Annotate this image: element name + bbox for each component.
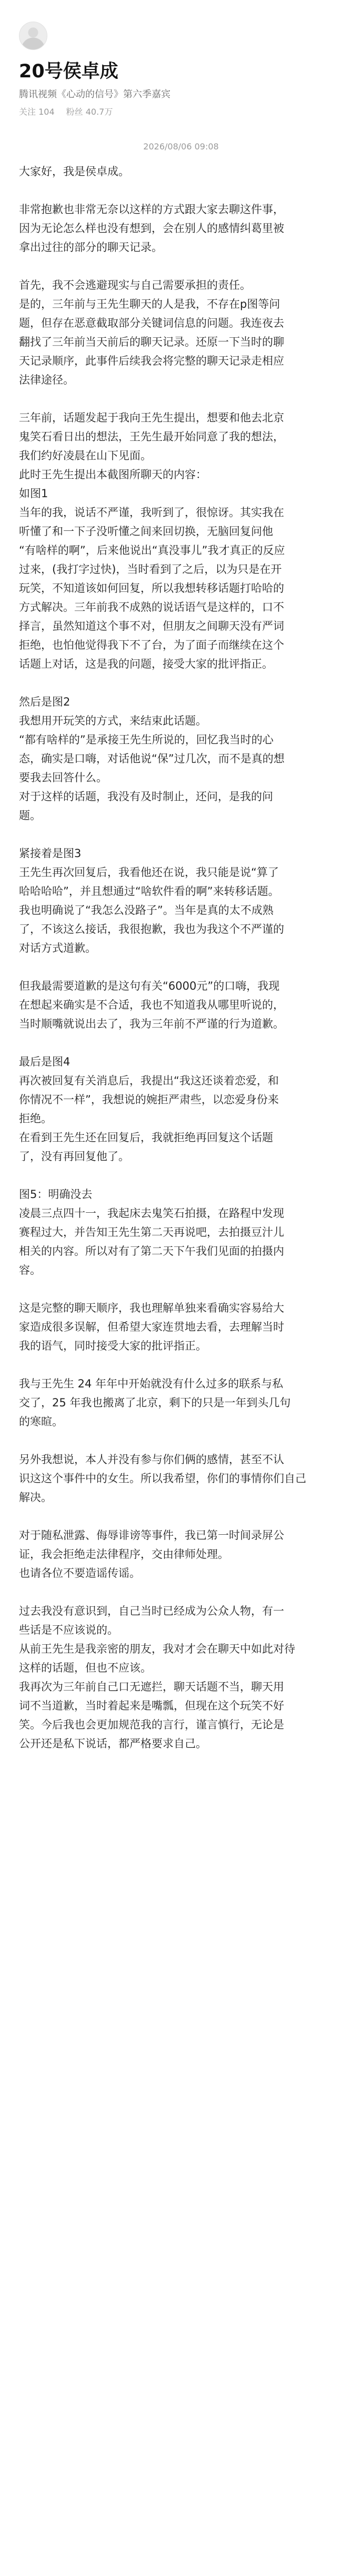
paragraph-line: 当年的我，说话不严谨，我听到了，很惊讶。其实我在 [19,506,284,519]
paragraph-line: 我也明确说了“我怎么没路子”。当年是真的太不成熟 [19,904,274,917]
paragraph-line: 了，没有再回复他了。 [19,1150,129,1163]
paragraph-line: “有啥样的啊”，后来他说出“真没事儿”我才真正的反应 [19,544,285,557]
paragraph-line: 我想用开玩笑的方式，来结束此话题。 [19,715,207,727]
paragraph-line: 凌晨三点四十一，我起床去鬼笑石拍摄，在路程中发现 [19,1207,284,1220]
follower-count[interactable]: 粉丝 40.7万 [66,107,113,117]
post-paragraph [19,1450,343,1507]
post-paragraph [19,1526,343,1583]
paragraph-line: 家造成很多误解，但希望大家连贯地去看，去理解当时 [19,1321,284,1333]
paragraph-line: 如图1 [19,487,48,500]
paragraph-line: 哈哈哈哈”，并且想通过“啥软件看的啊”来转移话题。 [19,885,279,898]
paragraph-line: 公开还是私下说话，都严格要求自己。 [19,1737,207,1750]
paragraph-line: 玩笑，不知道该如何回复，所以我想转移话题打哈哈的 [19,582,284,595]
paragraph-line: 在想起来确实是不合适，我也不知道我从哪里听说的， [19,999,284,1011]
paragraph-line: 题，但存在恶意截取部分关键词信息的问题。我连夜去 [19,317,284,329]
paragraph-line: 王先生再次回复后，我看他还在说，我只能是说“算了 [19,866,279,879]
paragraph-line: 要我去回答什么。 [19,771,107,784]
paragraph-line: 了，不该这么接话，我很抱歉，我也为我这个不严谨的 [19,923,284,935]
profile-bio: 腾讯视频《心动的信号》第六季嘉宾 [19,89,170,100]
paragraph-line: 对于这样的话题，我没有及时制止，还问，是我的问 [19,790,273,803]
paragraph-line: 在看到王先生还在回复后，我就拒绝再回复这个话题 [19,1131,273,1144]
paragraph-line: 翻找了三年前当天前后的聊天记录。还原一下当时的聊 [19,336,284,348]
paragraph-line: 些话是不应该说的。 [19,1624,118,1636]
paragraph-line: 解决。 [19,1491,52,1504]
profile-header [19,0,343,57]
paragraph-line: 最后是图4 [19,1055,71,1068]
following-count[interactable]: 关注 104 [19,107,55,117]
post-paragraph [19,1299,343,1355]
paragraph-line: 话题上对话，这是我的问题，接受大家的批评指正。 [19,658,273,670]
paragraph-line: 另外我想说，本人并没有参与你们俩的感情，甚至不认 [19,1453,284,1466]
paragraph-line: 证，我会拒绝走法律程序，交由律师处理。 [19,1548,229,1561]
paragraph-line: 是的，三年前与王先生聊天的人是我，不存在p图等问 [19,298,280,310]
paragraph-line: 相关的内容。所以对有了第二天下午我们见面的拍摄内 [19,1245,284,1257]
paragraph-line: 再次被回复有关消息后，我提出“我这还谈着恋爱，和 [19,1074,279,1087]
paragraph-line: 词不当道歉，当时着起来是嘴瓢，但现在这个玩笑不好 [19,1699,284,1712]
post-timestamp: 2026/08/06 09:08 [143,142,219,152]
paragraph-line: 的寒暄。 [19,1415,63,1428]
post-paragraph [19,692,343,825]
paragraph-line: 容。 [19,1264,41,1276]
paragraph-line: 非常抱歉也非常无奈以这样的方式跟大家去聊这件事， [19,203,284,216]
paragraph-line: 我与王先生 24 年年中开始就没有什么过多的联系与私 [19,1377,284,1390]
paragraph-line: 因为无论怎么样也没有想到，会在别人的感情纠葛里被 [19,222,284,235]
post-body [19,162,343,1753]
paragraph-line: 大家好，我是侯卓成。 [19,165,129,178]
paragraph-line: 紧接着是图3 [19,847,82,860]
paragraph-line: 鬼笑石看日出的想法，王先生最开始同意了我的想法， [19,430,284,443]
paragraph-line: 法律途径。 [19,374,74,386]
paragraph-line: 笑。今后我也会更加规范我的言行，谨言慎行，无论是 [19,1718,284,1731]
post-paragraph [19,162,343,181]
paragraph-line: 三年前，话题发起于我向王先生提出，想要和他去北京 [19,411,284,424]
post-paragraph [19,1052,343,1166]
paragraph-line: 过来，(我打字过快)，当时看到了之后，以为只是在开 [19,563,282,576]
paragraph-line: 识这这个事件中的女生。所以我希望，你们的事情你们自己 [19,1472,306,1485]
paragraph-line: 首先，我不会逃避现实与自己需要承担的责任。 [19,279,251,291]
paragraph-line: 你情况不一样”，我想说的婉拒严肃些，以恋爱身份来 [19,1093,279,1106]
paragraph-line: 赛程过大，并告知王先生第二天再说吧，去拍摄豆汁儿 [19,1226,284,1239]
post-paragraph [19,200,343,257]
paragraph-line: 听懂了和一下子没听懂之间来回切换，无脑回复问他 [19,525,273,538]
post-paragraph [19,1374,343,1431]
post-paragraph [19,844,343,958]
paragraph-line: 但我最需要道歉的是这句有关“6000元”的口嗨，我现 [19,980,280,992]
paragraph-line: 择言，虽然知道这个事不对，但朋友之间聊天没有严词 [19,620,284,632]
paragraph-line: 拿出过往的部分的聊天记录。 [19,241,163,254]
avatar[interactable] [19,22,47,50]
paragraph-line: 图5：明确没去 [19,1188,93,1201]
paragraph-line: 然后是图2 [19,696,71,708]
paragraph-line: 此时王先生提出本截图所聊天的内容： [19,468,207,481]
paragraph-line: 拒绝，也怕他觉得我下不了台，为了面子而继续在这个 [19,639,284,651]
paragraph-line: 拒绝。 [19,1112,52,1125]
paragraph-line: 方式解决。三年前我不成熟的说话语气是这样的，口不 [19,601,284,613]
paragraph-line: 过去我没有意识到，自己当时已经成为公众人物，有一 [19,1605,284,1617]
profile-name[interactable]: 20号侯卓成 [19,61,118,82]
paragraph-line: 从前王先生是我亲密的朋友，我对才会在聊天中如此对待 [19,1643,295,1655]
paragraph-line: 我再次为三年前自己口无遮拦，聊天话题不当，聊天用 [19,1681,284,1693]
paragraph-line: 当时顺嘴就说出去了，我为三年前不严谨的行为道歉。 [19,1018,284,1030]
paragraph-line: 对于随私泄露、侮辱诽谤等事件，我已第一时间录屏公 [19,1529,284,1542]
post-paragraph [19,1185,343,1280]
post-paragraph [19,408,343,673]
post-paragraph [19,1602,343,1753]
profile-stats [19,106,343,118]
paragraph-line: 这是完整的聊天顺序，我也理解单独来看确实容易给大 [19,1302,284,1314]
paragraph-line: 对话方式道歉。 [19,942,96,954]
paragraph-line: 天记录顺序，此事件后续我会将完整的聊天记录走相应 [19,355,284,367]
paragraph-line: 这样的话题，但也不应该。 [19,1662,152,1674]
paragraph-line: 交了，25 年我也搬离了北京，剩下的只是一年到头几句 [19,1396,291,1409]
paragraph-line: 题。 [19,809,41,822]
paragraph-line: 我们约好凌晨在山下见面。 [19,449,152,462]
paragraph-line: 态，确实是口嗨，对话他说“保”过几次，而不是真的想 [19,752,285,765]
paragraph-line: 也请各位不要造谣传谣。 [19,1567,140,1579]
paragraph-line: “都有啥样的”是承接王先生所说的，回忆我当时的心 [19,733,274,746]
post-paragraph [19,276,343,389]
paragraph-line: 我的语气，同时接受大家的批评指正。 [19,1340,207,1352]
post-paragraph [19,977,343,1033]
